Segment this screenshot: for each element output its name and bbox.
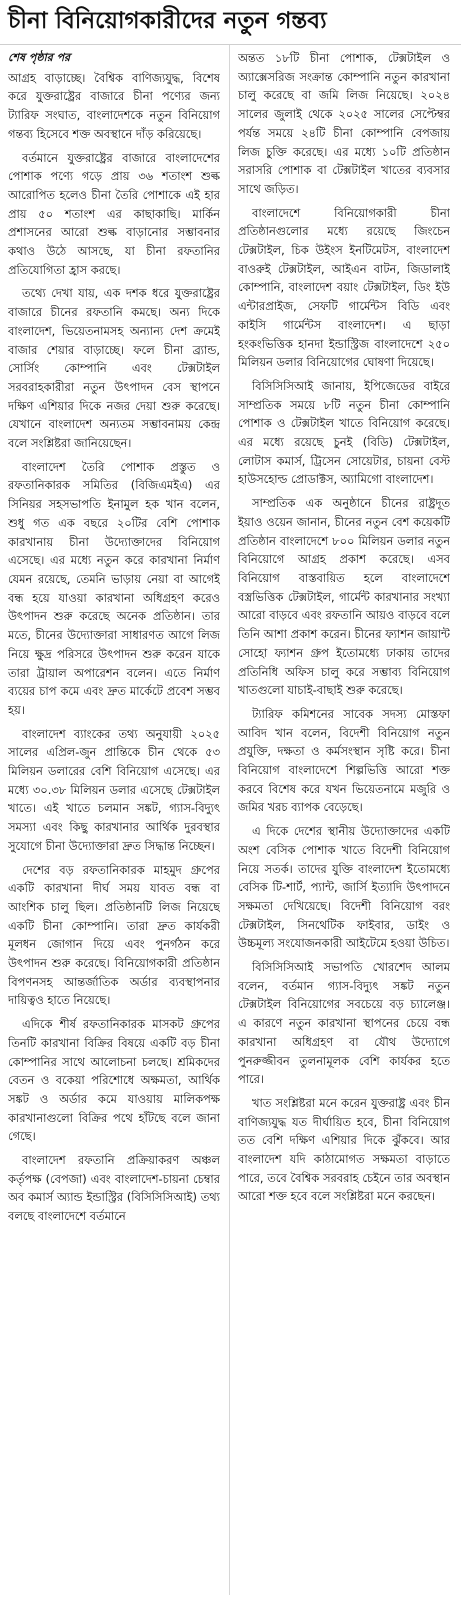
paragraph: বাংলাদেশে বিনিয়োগকারী চীনা প্রতিষ্ঠানগুলোর মধ্যে রয়েছে জিংচেন টেক্সটাইল, চিক উইংস ইনটিমেটস, বাংলাদেশ বাওরুই টেক্সটাইল, আইএন বাটন, জিডালাই কোম্পানি, বাংলাদেশ বয়াং টেক্সটাইল, ডিং ইউ এন্টারপ্রাইজ, সেফটি গার্মেন্টস বিডি এবং কাইসি গার্মেন্টস বাংলাদেশ। এ ছাড়া হংকংভিত্তিক হানদা ইন্ডাস্ট্রিজ বাংলাদেশে ২৫০ মিলিয়ন ডলার বিনিয়োগের ঘোষণা দিয়েছে। xyxy=(238,205,450,370)
paragraph: এদিকে শীর্ষ রফতানিকারক মাসকট গ্রুপের তিনটি কারখানা বিক্রির বিষয়ে একটি বড় চীনা কোম্পানির সাথে আলোচনা চলছে। শ্রমিকদের বেতন ও বকেয়া পরিশোধে অক্ষমতা, আর্থিক সঙ্কট ও অর্ডার কমে যাওয়ায় মালিকপক্ষ কারখানাগুলো বিক্রির পথে হাঁটছে বলে জানা গেছে। xyxy=(8,1017,220,1144)
paragraph: বাংলাদেশ রফতানি প্রক্রিয়াকরণ অঞ্চল কর্তৃপক্ষ (বেপজা) এবং বাংলাদেশ-চায়না চেম্বার অব কমার্স অ্যান্ড ইন্ডাস্ট্রির (বিসিসিসিআই) তথ্য বলছে বাংলাদেশে বর্তমানে xyxy=(8,1153,220,1224)
paragraph: বিসিসিসিআই জানায়, ইপিজেডের বাইরে সাম্প্রতিক সময়ে ৮টি নতুন চীনা কোম্পানি পোশাক ও টেক্সটাইল খাতে বিনিয়োগ করেছে। এর মধ্যে রয়েছে চুনই (বিডি) টেক্সটাইল, লোটাস কমার্স, ট্রিসেন সোয়েটার, চায়না বেস্ট হাউসহোল্ড প্রোডাক্টস, অ্যামিগো বাংলাদেশ। xyxy=(238,378,450,487)
paragraph: দেশের বড় রফতানিকারক মাহমুদ গ্রুপের একটি কারখানা দীর্ঘ সময় যাবত বন্ধ বা আংশিক চালু ছিল। প্রতিষ্ঠানটি লিজ নিয়েছে একটি চীনা কোম্পানি। তারা দ্রুত কার্যকরী মূলধন জোগান দিয়ে এবং পুনর্গঠন করে উৎপাদন শুরু করেছে। বিনিয়োগকারী প্রতিষ্ঠান বিপণনসহ আন্তর্জাতিক অর্ডার ব্যবস্থাপনার দায়িত্বও হাতে নিয়েছে। xyxy=(8,862,220,1008)
article-body xyxy=(0,45,461,1595)
column-divider xyxy=(229,45,230,1595)
paragraph: খাত সংশ্লিষ্টরা মনে করেন যুক্তরাষ্ট্র এবং চীন বাণিজ্যযুদ্ধ যত দীর্ঘায়িত হবে, চীনা বিনিয়োগ তত বেশি দক্ষিণ এশিয়ার দিকে ঝুঁকবে। আর বাংলাদেশ যদি কাঠামোগত সক্ষমতা বাড়াতে পারে, তবে বৈশ্বিক সরবরাহ চেইনে তার অবস্থান আরো শক্ত হবে বলে সংশ্লিষ্টরা মনে করছেন। xyxy=(238,1095,450,1204)
paragraph: বাংলাদেশ তৈরি পোশাক প্রস্তুত ও রফতানিকারক সমিতির (বিজিএমইএ) এর সিনিয়র সহসভাপতি ইনামুল হক খান বলেন, শুধু গত এক বছরে ২০টির বেশি পোশাক কারখানায় চীনা উদ্যোক্তাদের বিনিয়োগ এসেছে। এর মধ্যে নতুন করে কারখানা নির্মাণ যেমন রয়েছে, তেমনি ভাড়ায় নেয়া বা আগেই বন্ধ হয়ে যাওয়া কারখানা অধিগ্রহণ করেও উৎপাদন শুরু করেছে অনেক প্রতিষ্ঠান। তার মতে, চীনের উদ্যোক্তারা সাধারণত আগে লিজ নিয়ে ক্ষুদ্র পরিসরে উৎপাদন শুরু করেন যাকে তারা ট্রায়াল অপারেশন বলেন। এতে নির্মাণ ব্যয়ের চাপ কমে এবং দ্রুত মার্কেটে প্রবেশ সম্ভব হয়। xyxy=(8,459,220,717)
paragraph: বাংলাদেশ ব্যাংকের তথ্য অনুযায়ী ২০২৫ সালের এপ্রিল-জুন প্রান্তিকে চীন থেকে ৫৩ মিলিয়ন ডলারের বেশি বিনিয়োগ এসেছে। এর মধ্যে ৩০.৩৮ মিলিয়ন ডলার এসেছে টেক্সটাইল খাতে। এই খাতে চলমান সঙ্কট, গ্যাস-বিদ্যুৎ সমস্যা এবং কিছু কারখানার আর্থিক দুরবস্থার সুযোগে চীনা উদ্যোক্তারা দ্রুত সিদ্ধান্ত নিচ্ছেন। xyxy=(8,726,220,853)
right-column xyxy=(238,49,450,1595)
headline: চীনা বিনিয়োগকারীদের নতুন গন্তব্য xyxy=(0,0,461,45)
paragraph: বিসিসিসিআই সভাপতি খোরশেদ আলম বলেন, বর্তমান গ্যাস-বিদ্যুৎ সঙ্কট নতুন টেক্সটাইল বিনিয়োগের সবচেয়ে বড় চ্যালেঞ্জ। এ কারণে নতুন কারখানা স্থাপনের চেয়ে বন্ধ কারখানা অধিগ্রহণ বা যৌথ উদ্যোগে পুনরুজ্জীবন তুলনামূলক বেশি কার্যকর হতে পারে। xyxy=(238,960,450,1087)
paragraph: বর্তমানে যুক্তরাষ্ট্রের বাজারে বাংলাদেশের পোশাক পণ্যে গড়ে প্রায় ৩৬ শতাংশ শুল্ক আরোপিত হলেও চীনা তৈরি পোশাকে এই হার প্রায় ৫০ শতাংশ এর কাছাকাছি। মার্কিন প্রশাসনের আরো শুল্ক বাড়ানোর সম্ভাবনার কথাও উঠে আসছে, যা চীনা রফতানির প্রতিযোগিতা হ্রাস করছে। xyxy=(8,150,220,277)
paragraph: অন্তত ১৮টি চীনা পোশাক, টেক্সটাইল ও অ্যাক্সেসরিজ সংক্রান্ত কোম্পানি নতুন কারখানা চালু করেছে বা জমি লিজ নিয়েছে। ২০২৪ সালের জুলাই থেকে ২০২৫ সালের সেপ্টেম্বর পর্যন্ত সময়ে ২৪টি চীনা কোম্পানি বেপজায় লিজ চুক্তি করেছে। এর মধ্যে ১০টি প্রতিষ্ঠান সরাসরি পোশাক বা টেক্সটাইল খাতের ব্যবসার সাথে জড়িত। xyxy=(238,51,450,196)
paragraph: আগ্রহ বাড়াচ্ছে। বৈশ্বিক বাণিজ্যযুদ্ধ, বিশেষ করে যুক্তরাষ্ট্রের বাজারে চীনা পণ্যের জন্য ট্যারিফ সংঘাত, বাংলাদেশকে নতুন বিনিয়োগ গন্তব্য হিসেবে শক্ত অবস্থানে দাঁড় করিয়েছে। xyxy=(8,70,220,141)
left-column xyxy=(8,49,220,1595)
continuation-label: শেষ পৃষ্ঠার পর xyxy=(8,51,71,64)
paragraph: এ দিকে দেশের স্থানীয় উদ্যোক্তাদের একটি অংশ বেসিক পোশাক খাতে বিদেশী বিনিয়োগ নিয়ে সতর্ক। তাদের যুক্তি বাংলাদেশ ইতোমধ্যে বেসিক টি-শার্ট, প্যান্ট, জার্সি ইত্যাদি উৎপাদনে সক্ষমতা দেখিয়েছে। বিদেশী বিনিয়োগ বরং টেক্সটাইল, সিনথেটিক ফাইবার, ডাইং ও উচ্চমূল্য সংযোজনকারী আইটেমে হওয়া উচিত। xyxy=(238,824,450,951)
paragraph: তথ্যে দেখা যায়, এক দশক ধরে যুক্তরাষ্ট্রের বাজারে চীনের রফতানি কমছে। অন্য দিকে বাংলাদেশ, ভিয়েতনামসহ অন্যান্য দেশ ক্রমেই বাজার শেয়ার বাড়াচ্ছে। ফলে চীনা ব্র্যান্ড, সোর্সিং কোম্পানি এবং টেক্সটাইল সরবরাহকারীরা নতুন উৎপাদন বেস স্থাপনে দক্ষিণ এশিয়ার দিকে নজর দেয়া শুরু করেছে। যেখানে বাংলাদেশ অন্যতম সম্ভাবনাময় কেন্দ্র বলে সংশ্লিষ্টরা জানিয়েছেন। xyxy=(8,286,220,451)
paragraph: সাম্প্রতিক এক অনুষ্ঠানে চীনের রাষ্ট্রদূত ইয়াও ওয়েন জানান, চীনের নতুন বেশ কয়েকটি প্রতিষ্ঠান বাংলাদেশে ৮০০ মিলিয়ন ডলার নতুন বিনিয়োগে আগ্রহ প্রকাশ করেছে। এসব বিনিয়োগ বাস্তবায়িত হলে বাংলাদেশে বস্ত্রভিত্তিক টেক্সটাইল, গার্মেন্ট কারখানার সংখ্যা আরো বাড়বে এবং রফতানি আয়ও বাড়বে বলে তিনি আশা প্রকাশ করেন। চীনের ফ্যাশন জায়ান্ট সোহো ফ্যাশন গ্রুপ ইতোমধ্যে ঢাকায় তাদের প্রতিনিধি অফিস চালু করে সম্ভাব্য বিনিয়োগ খাতগুলো যাচাই-বাছাই শুরু করেছে। xyxy=(238,496,450,698)
paragraph: ট্যারিফ কমিশনের সাবেক সদস্য মোস্তফা আবিদ খান বলেন, বিদেশী বিনিয়োগ নতুন প্রযুক্তি, দক্ষতা ও কর্মসংস্থান সৃষ্টি করে। চীনা বিনিয়োগ বাংলাদেশে শিল্পভিত্তি আরো শক্ত করবে বিশেষ করে যখন ভিয়েতনামে মজুরি ও জমির খরচ ব্যাপক বেড়েছে। xyxy=(238,706,450,815)
